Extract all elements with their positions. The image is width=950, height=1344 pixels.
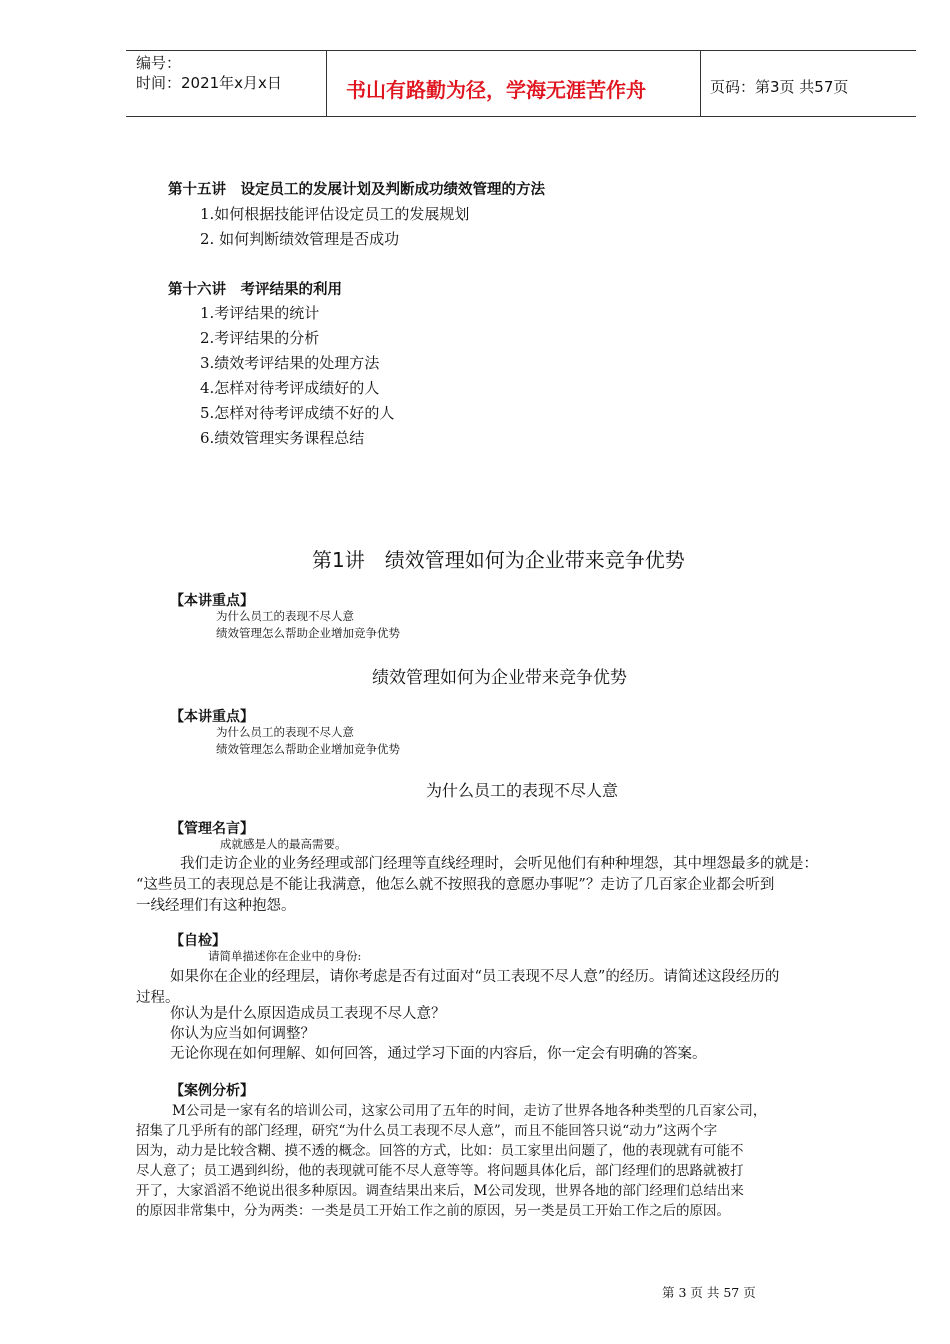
lecture16-item: 6.绩效管理实务课程总结 [200, 429, 365, 447]
header-divider-right [700, 50, 701, 116]
lecture16-item: 4.怎样对待考评成绩好的人 [200, 379, 380, 397]
key-point: 绩效管理怎么帮助企业增加竞争优势 [216, 626, 400, 640]
lecture15-item: 2. 如何判断绩效管理是否成功 [200, 230, 400, 248]
lecture1-title: 第1讲 绩效管理如何为企业带来竞争优势 [312, 548, 685, 572]
case-line: 因为，动力是比较含糊、摸不透的概念。回答的方式，比如：员工家里出问题了，他的表现就有可能不 [136, 1143, 744, 1159]
lecture16-item: 5.怎样对待考评成绩不好的人 [200, 404, 395, 422]
key-points-label: 【本讲重点】 [170, 593, 254, 609]
self-check-line: 无论你现在如何理解、如何回答，通过学习下面的内容后，你一定会有明确的答案。 [170, 1046, 707, 1062]
self-check-prompt: 请简单描述你在企业中的身份: [208, 949, 362, 963]
self-check-line: 你认为应当如何调整？ [170, 1026, 315, 1042]
header-divider-left [326, 50, 327, 116]
lecture15-item: 1.如何根据技能评估设定员工的发展规划 [200, 205, 470, 223]
case-line: 的原因非常集中，分为两类：一类是员工开始工作之前的原因，另一类是员工开始工作之后的原因。 [136, 1203, 730, 1219]
case-line: 尽人意了；员工遇到纠纷，他的表现就可能不尽人意等等。将问题具体化后，部门经理们的思路就被打 [136, 1163, 744, 1179]
header-top-rule [126, 50, 916, 51]
self-check-line: 过程。 [136, 990, 180, 1006]
header-bottom-rule [126, 116, 916, 117]
header-motto: 书山有路勤为径，学海无涯苦作舟 [346, 78, 646, 102]
intro-line: 一线经理们有这种抱怨。 [136, 898, 296, 914]
case-analysis-label: 【案例分析】 [170, 1083, 254, 1099]
key-points-label-2: 【本讲重点】 [170, 709, 254, 725]
key-point: 为什么员工的表现不尽人意 [216, 725, 354, 739]
case-line: 招集了几乎所有的部门经理，研究“为什么员工表现不尽人意”，而且不能回答只说“动力”这两个字 [136, 1123, 718, 1139]
quote-label: 【管理名言】 [170, 821, 254, 837]
key-point: 为什么员工的表现不尽人意 [216, 609, 354, 623]
lecture16-item: 3.绩效考评结果的处理方法 [200, 354, 380, 372]
header-page-label: 页码：第3页 共57页 [710, 78, 849, 96]
intro-line: 我们走访企业的业务经理或部门经理等直线经理时，会听见他们有种种埋怨，其中埋怨最多的就是： [180, 856, 818, 872]
case-line: M公司是一家有名的培训公司，这家公司用了五年的时间，走访了世界各地各种类型的几百家公司， [172, 1103, 767, 1119]
section-title: 为什么员工的表现不尽人意 [426, 781, 619, 800]
header-number-label: 编号： [136, 54, 182, 72]
header-time-label: 时间：2021年x月x日 [136, 74, 282, 92]
management-quote: 成就感是人的最高需要。 [220, 837, 347, 851]
intro-line: “这些员工的表现总是不能让我满意，他怎么就不按照我的意愿办事呢”？走访了几百家企业都会听到 [136, 877, 775, 893]
lecture16-item: 1.考评结果的统计 [200, 304, 320, 322]
lecture16-item: 2.考评结果的分析 [200, 329, 320, 347]
footer-page-number: 第 3 页 共 57 页 [662, 1285, 756, 1300]
self-check-line: 你认为是什么原因造成员工表现不尽人意？ [170, 1006, 446, 1022]
self-check-label: 【自检】 [170, 933, 226, 949]
case-line: 开了，大家滔滔不绝说出很多种原因。调查结果出来后，M公司发现，世界各地的部门经理们总结出来 [136, 1183, 744, 1199]
self-check-line: 如果你在企业的经理层，请你考虑是否有过面对“员工表现不尽人意”的经历。请简述这段经历的 [170, 969, 780, 985]
key-point: 绩效管理怎么帮助企业增加竞争优势 [216, 742, 400, 756]
lecture1-subtitle: 绩效管理如何为企业带来竞争优势 [372, 668, 627, 688]
lecture15-title: 第十五讲 设定员工的发展计划及判断成功绩效管理的方法 [168, 182, 545, 198]
lecture16-title: 第十六讲 考评结果的利用 [168, 282, 342, 298]
